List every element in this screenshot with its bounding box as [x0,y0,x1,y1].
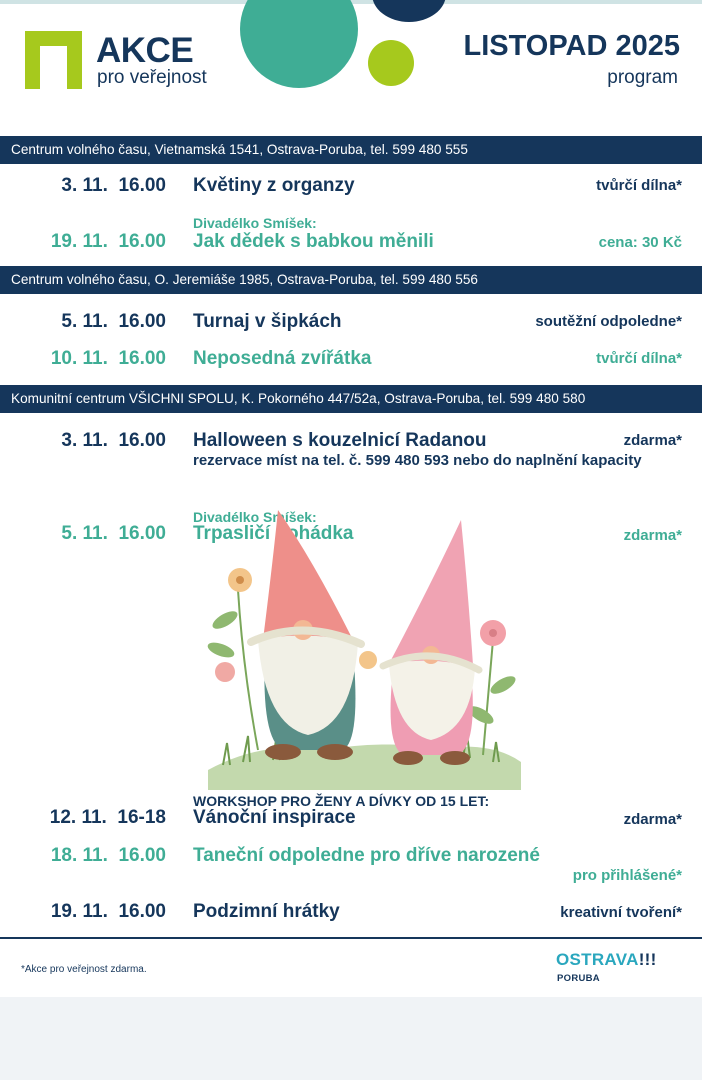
event-note: tvůrčí dílna* [596,177,682,194]
event-date: 5. 11. 16.00 [61,523,166,544]
event-note: cena: 30 Kč [598,234,682,251]
decor-teal-circle [240,0,358,88]
event-note: kreativní tvoření* [560,904,682,921]
event-pretitle: Divadélko Smíšek: [193,509,317,525]
district-label: PORUBA [557,973,600,984]
event-note: zdarma* [623,811,682,828]
event-title: Vánoční inspirace [193,807,356,828]
event-title: Jak dědek s babkou měnili [193,231,434,252]
event-note: pro přihlášené* [572,867,682,884]
ostrava-logo-text: OSTRAVA [556,950,639,969]
event-pretitle: WORKSHOP PRO ŽENY A DÍVKY OD 15 LET: [193,793,490,809]
brand-title: AKCE [96,31,194,70]
venue-heading: Centrum volného času, O. Jeremiáše 1985, Ostrava-Poruba, tel. 599 480 556 [0,266,702,294]
event-title: Trpasličí pohádka [193,523,354,544]
event-title: Halloween s kouzelnicí Radanou [193,430,487,451]
footer-rule [0,937,702,939]
event-note: soutěžní odpoledne* [535,313,682,330]
month-title: LISTOPAD 2025 [463,30,680,62]
ostrava-logo [556,950,657,970]
event-title: Taneční odpoledne pro dříve narozené [193,845,540,866]
event-date: 5. 11. 16.00 [61,311,166,332]
event-date: 3. 11. 16.00 [61,175,166,196]
event-date: 19. 11. 16.00 [50,901,166,922]
event-date: 3. 11. 16.00 [61,430,166,451]
event-date: 19. 11. 16.00 [50,231,166,252]
akce-logo-icon [25,31,82,89]
event-title: Podzimní hrátky [193,901,340,922]
event-title: Neposedná zvířátka [193,348,372,369]
venue-heading: Komunitní centrum VŠICHNI SPOLU, K. Pokorného 447/52a, Ostrava-Poruba, tel. 599 480 580 [0,385,702,413]
event-date: 12. 11. 16-18 [49,807,166,828]
event-date: 18. 11. 16.00 [50,845,166,866]
venue-heading: Centrum volného času, Vietnamská 1541, Ostrava-Poruba, tel. 599 480 555 [0,136,702,164]
footer-disclaimer: *Akce pro veřejnost zdarma. [21,964,147,975]
decor-navy-circle [372,0,446,22]
event-note: tvůrčí dílna* [596,350,682,367]
ostrava-logo-exclamations: !!! [638,950,657,969]
gnomes-illustration [203,500,523,790]
brand-subtitle: pro veřejnost [97,67,207,88]
event-date: 10. 11. 16.00 [50,348,166,369]
month-subtitle: program [607,67,678,88]
event-description: rezervace míst na tel. č. 599 480 593 nebo do naplnění kapacity [193,452,642,469]
event-title: Květiny z organzy [193,175,355,196]
event-note: zdarma* [623,432,682,449]
event-note: zdarma* [623,527,682,544]
decor-lime-circle [368,40,414,86]
event-pretitle: Divadélko Smíšek: [193,215,317,231]
event-title: Turnaj v šipkách [193,311,342,332]
